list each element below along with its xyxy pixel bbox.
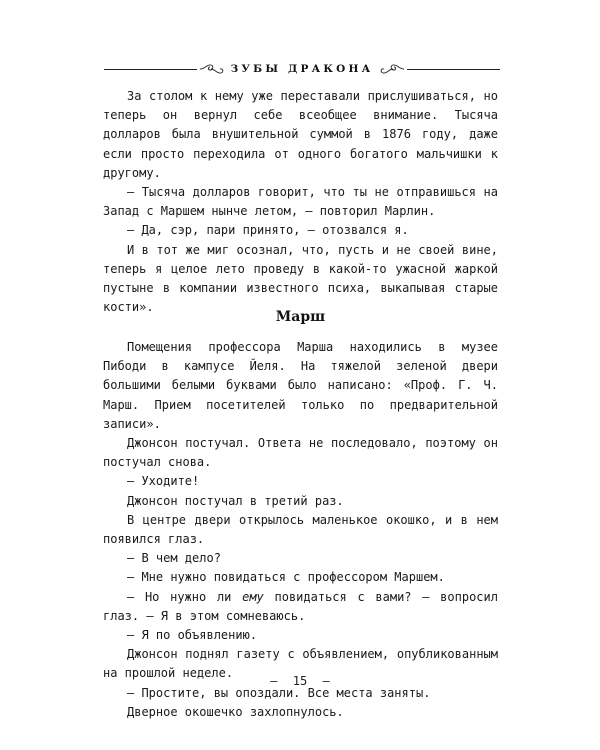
paragraph: — В чем дело? <box>127 551 221 566</box>
paragraph: Помещения профессора Марша находились в музее Пибоди в кампусе Йеля. На тяжелой зеленой двери большими белыми буквами было написано: «Проф. Г. Ч. Марш. Прием посетителей только по предварительной записи». <box>103 340 498 431</box>
text-block-intro <box>103 87 498 317</box>
text-run: — Но нужно ли <box>127 589 243 604</box>
paragraph: — Простите, вы опоздали. Все места заняты. <box>127 685 431 700</box>
running-header <box>104 58 500 80</box>
folio-dash-left: — <box>270 674 278 688</box>
folio-dash-right: — <box>322 674 330 688</box>
flourish-left-icon <box>199 62 225 76</box>
text-block-marsh <box>103 338 498 722</box>
section-heading: Марш <box>275 309 326 325</box>
page-number-value: 15 <box>292 674 308 688</box>
paragraph: — Тысяча долларов говорит, что ты не отправишься на Запад с Маршем нынче летом, — повторил Марлин. <box>103 185 498 219</box>
text-run: повидаться с вами? — вопросил глаз. — Я в этом сомневаюсь. <box>103 589 498 623</box>
header-rule-right <box>407 69 500 70</box>
paragraph-with-emphasis <box>103 588 498 626</box>
paragraph: — Мне нужно повидаться с профессором Маршем. <box>127 570 445 585</box>
flourish-right-icon <box>379 62 405 76</box>
running-title: ЗУБЫ ДРАКОНА <box>230 63 374 75</box>
page-number <box>0 674 600 688</box>
paragraph: Джонсон поднял газету с объявлением, опубликованным на прошлой неделе. <box>103 647 498 681</box>
paragraph: Дверное окошечко захлопнулось. <box>127 704 344 719</box>
paragraph: Джонсон постучал. Ответа не последовало, поэтому он постучал снова. <box>103 436 498 470</box>
paragraph: В центре двери открылось маленькое окошко, и в нем появился глаз. <box>103 512 498 547</box>
paragraph: И в тот же миг осознал, что, пусть и не своей вине, теперь я целое лето проведу в какой-то ужасной жаркой пустыне в компании известного психа, выкапывая старые кости». <box>103 242 498 315</box>
paragraph: — Я по объявлению. <box>127 628 258 643</box>
paragraph: За столом к нему уже переставали прислушиваться, но теперь он вернул себе всеобщее внимание. Тысяча долларов была внушительной суммой в 1876 году, даже если просто переходила от одного богатого мальчишки к другому. <box>103 89 498 180</box>
paragraph: — Да, сэр, пари принято, — отозвался я. <box>127 223 409 238</box>
emphasis: ему <box>242 589 264 604</box>
paragraph: Джонсон постучал в третий раз. <box>127 493 344 508</box>
paragraph: — Уходите! <box>127 474 200 489</box>
header-rule-left <box>104 69 197 70</box>
